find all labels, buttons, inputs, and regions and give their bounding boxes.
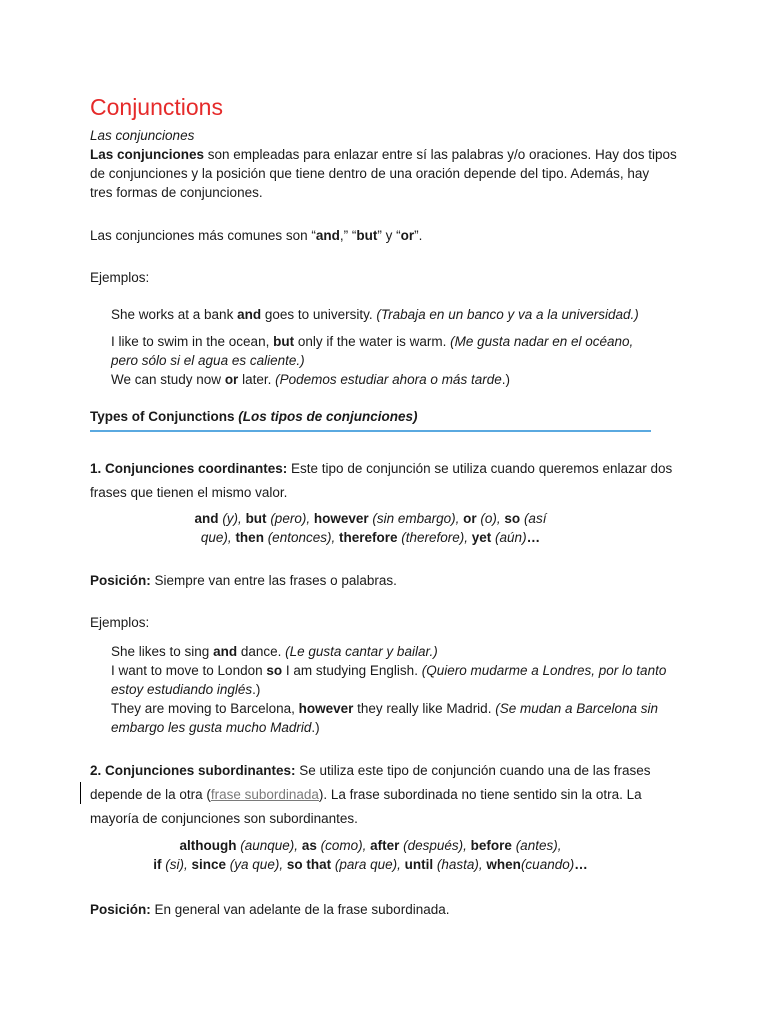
page-subtitle: Las conjunciones	[90, 128, 195, 143]
text-cursor	[80, 782, 81, 804]
examples-label: Ejemplos:	[90, 270, 150, 285]
subordinating-list: although (aunque), as (como), after (después), before (antes), if (si), since (ya que), so that (para que), until (hasta), when(cuando)…	[153, 838, 588, 872]
coordinating-list: and (y), but (pero), however (sin embargo), or (o), so (así que), then (entonces), therefore (therefore), yet (aún)…	[194, 511, 547, 545]
examples-label: Ejemplos:	[90, 615, 150, 630]
subordinating-position: Posición: En general van adelante de la frase subordinada.	[90, 902, 450, 917]
coordinating-position: Posición: Siempre van entre las frases o palabras.	[90, 573, 397, 588]
subordinate-clause-link[interactable]: frase subordinada	[210, 787, 319, 802]
example-sentence: She works at a bank and goes to university. (Trabaja en un banco y va a la universidad.)	[111, 307, 639, 322]
example-sentences: She likes to sing and dance. (Le gusta cantar y bailar.) I want to move to London so I am studying English. (Quiero mudarme a Londres, por lo tanto estoy estudiando inglés.) They are moving to Barcelona, however they really like Madrid. (Se mudan a Barcelona sin embargo les gusta mucho Madrid.)	[111, 644, 667, 735]
section-divider	[90, 430, 651, 432]
example-sentence: I like to swim in the ocean, but only if the water is warm. (Me gusta nadar en el océano, pero sólo si el agua es caliente.) We can study now or later. (Podemos estudiar ahora o más tarde.)	[111, 334, 634, 387]
types-heading: Types of Conjunctions (Los tipos de conjunciones)	[90, 409, 418, 424]
coordinating-paragraph: 1. Conjunciones coordinantes: Este tipo de conjunción se utiliza cuando queremos enlazar dos frases que tienen el mismo valor.	[90, 461, 673, 500]
common-conjunctions: Las conjunciones más comunes son “and,” “but” y “or”.	[90, 228, 423, 243]
intro-paragraph: Las conjunciones son empleadas para enlazar entre sí las palabras y/o oraciones. Hay dos tipos de conjunciones y la posición que tiene dentro de una oración depende del tipo. Además, hay tres formas de conjunciones.	[90, 147, 677, 200]
page-title: Conjunctions	[90, 94, 223, 120]
subordinating-paragraph: 2. Conjunciones subordinantes: Se utiliza este tipo de conjunción cuando una de las frases depende de la otra (frase subordinada). La frase subordinada no tiene sentido sin la otra. La mayoría de conjunciones son subordinantes.	[90, 763, 651, 826]
